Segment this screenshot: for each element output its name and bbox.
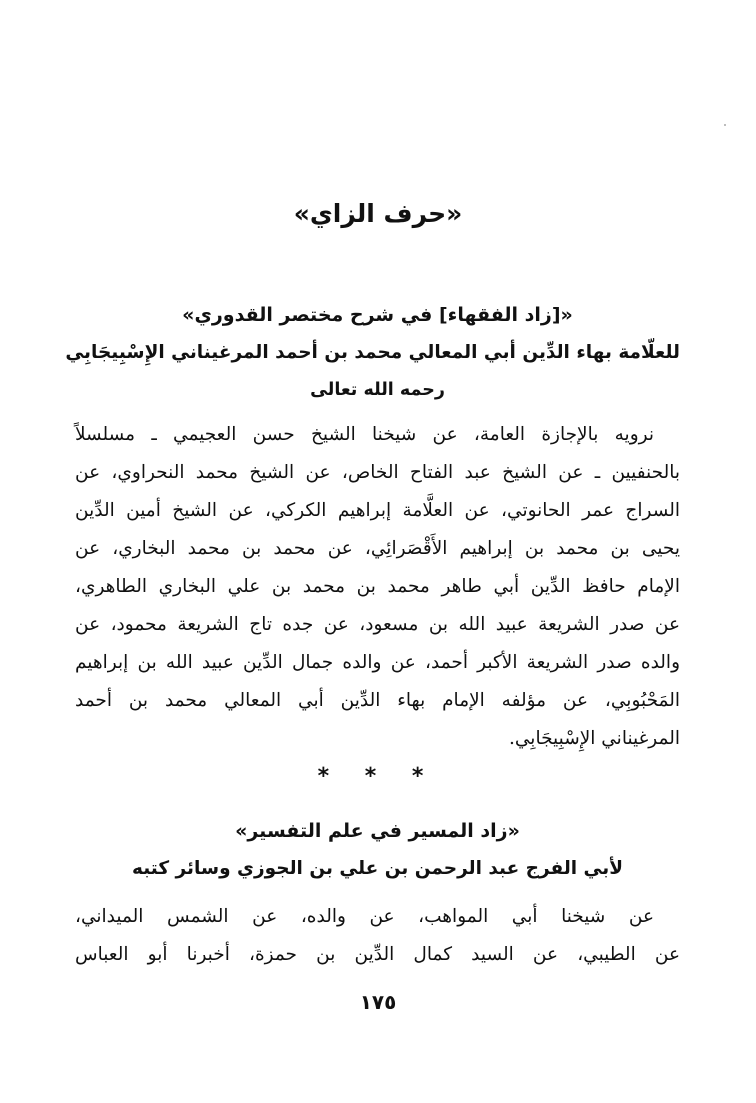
blessing-line: رحمه الله تعالى xyxy=(310,380,445,400)
author-line: للعلّامة بهاء الدِّين أبي المعالي محمد بن أحمد المرغيناني الإِسْبِيجَابِي xyxy=(65,342,680,363)
text-line: السراج عمر الحانوتي، عن العلَّامة إبراهيم الكركي، عن الشيخ أمين الدِّين xyxy=(75,500,680,521)
book-title: «[زاد الفقهاء] في شرح مختصر القدوري» xyxy=(182,304,573,326)
text-line: عن الطيبي، عن السيد كمال الدِّين بن حمزة، أخبرنا أبو العباس xyxy=(75,944,680,965)
scan-speck xyxy=(724,124,726,126)
chapter-title: «حرف الزاي» xyxy=(293,199,463,228)
chain-of-narration xyxy=(75,898,680,974)
chain-of-narration xyxy=(75,416,680,758)
text-line: نرويه بالإجازة العامة، عن شيخنا الشيخ حسن العجيمي ـ مسلسلاً xyxy=(75,424,654,445)
text-line: المرغيناني الإِسْبِيجَابِي. xyxy=(509,728,680,749)
book-title: «زاد المسير في علم التفسير» xyxy=(235,820,520,842)
text-line: يحيى بن محمد بن إبراهيم الأَقْصَرائِي، عن محمد بن محمد البخاري، عن xyxy=(75,538,680,559)
entry-zad-al-masir xyxy=(75,812,680,974)
entry-zad-al-fuqaha xyxy=(65,296,680,792)
text-line: المَحْبُوبِي، عن مؤلفه الإمام بهاء الدِّين أبي المعالي محمد بن أحمد xyxy=(75,690,680,711)
text-line: والده صدر الشريعة الأكبر أحمد، عن والده جمال الدِّين عبيد الله بن إبراهيم xyxy=(75,652,680,673)
author-line: لأبي الفرج عبد الرحمن بن علي بن الجوزي وسائر كتبه xyxy=(132,858,623,879)
text-line: عن شيخنا أبي المواهب، عن والده، عن الشمس الميداني، xyxy=(75,906,654,927)
text-line: عن صدر الشريعة عبيد الله بن مسعود، عن جده تاج الشريعة محمود، عن xyxy=(75,614,680,635)
text-line: بالحنفيين ـ عن الشيخ عبد الفتاح الخاص، عن الشيخ محمد النحراوي، عن xyxy=(75,462,680,483)
text-line: الإمام حافظ الدِّين أبي طاهر محمد بن محمد بن علي البخاري الطاهري، xyxy=(75,576,680,597)
section-separator: * * * xyxy=(317,764,438,789)
page-number: ١٧٥ xyxy=(359,990,397,1014)
